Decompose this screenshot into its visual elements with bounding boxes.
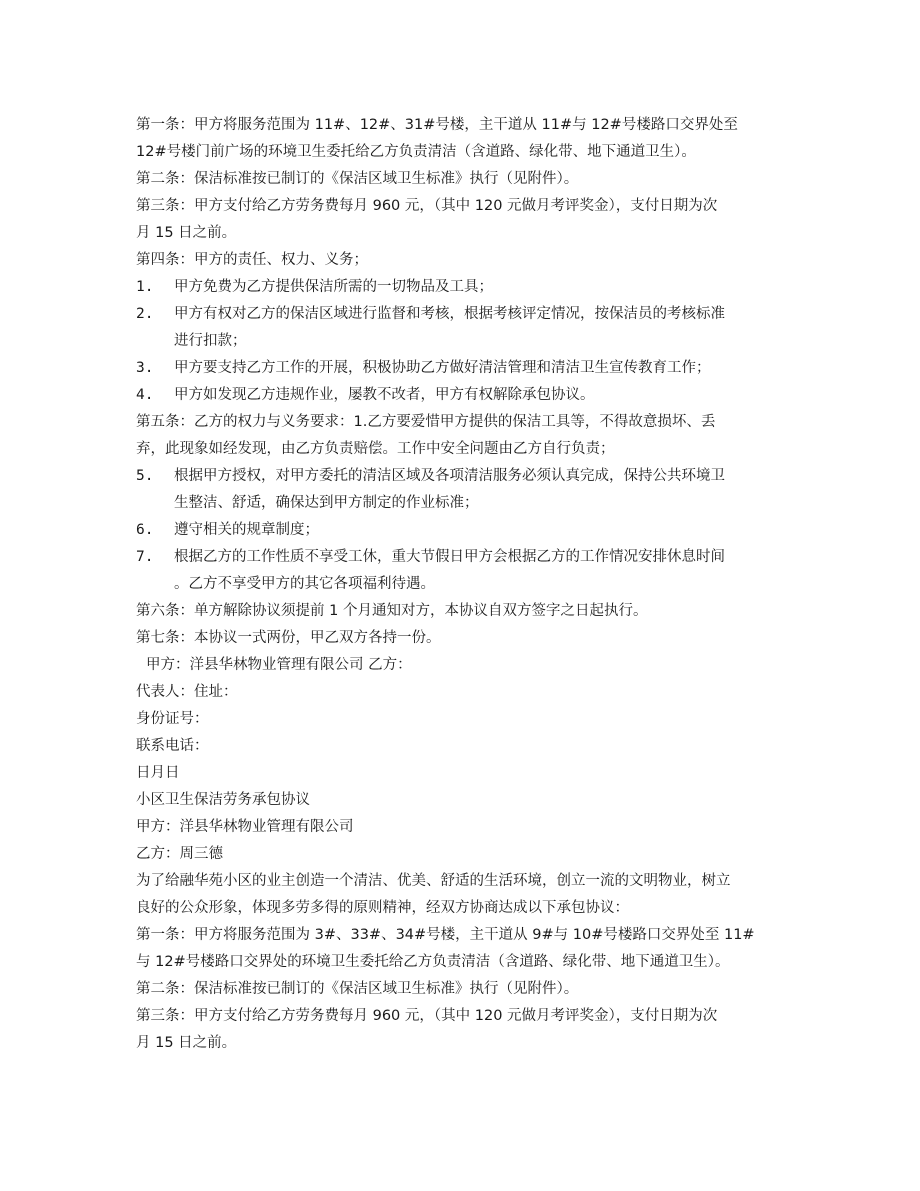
item-text: 根据甲方授权，对甲方委托的清洁区域及各项清洁服务必须认真完成，保持公共环境卫 xyxy=(174,468,725,484)
text-line: 第四条：甲方的责任、权力、义务； xyxy=(136,252,368,268)
item-number: 7. xyxy=(136,549,154,565)
item-text: 甲方要支持乙方工作的开展，积极协助乙方做好清洁管理和清洁卫生宣传教育工作； xyxy=(174,360,711,376)
item-number: 3. xyxy=(136,360,154,376)
text-line: 乙方：周三德 xyxy=(136,846,223,862)
text-line: 第三条：甲方支付给乙方劳务费每月 960 元，（其中 120 元做月考评奖金），支付日期为次 xyxy=(136,198,718,214)
text-line: 月 15 日之前。 xyxy=(136,1035,237,1051)
text-line: 月 15 日之前。 xyxy=(136,225,237,241)
text-line: 日月日 xyxy=(136,765,180,781)
text-line: 第七条：本协议一式两份，甲乙双方各持一份。 xyxy=(136,630,441,646)
numbered-item xyxy=(136,274,786,301)
text-line: 第一条：甲方将服务范围为 11#、12#、31#号楼，主干道从 11#与 12#号楼路口交界处至 xyxy=(136,117,738,133)
text-line: 良好的公众形象，体现多劳多得的原则精神，经双方协商达成以下承包协议： xyxy=(136,900,629,916)
continuation-line: 生整洁、舒适，确保达到甲方制定的作业标准； xyxy=(174,495,479,511)
item-number: 4. xyxy=(136,387,154,403)
text-line: 第二条：保洁标准按已制订的《保洁区域卫生标准》执行（见附件）。 xyxy=(136,981,579,997)
text-line: 第二条：保洁标准按已制订的《保洁区域卫生标准》执行（见附件）。 xyxy=(136,171,579,187)
text-line: 第五条：乙方的权力与义务要求：1.乙方要爱惜甲方提供的保洁工具等，不得故意损坏、丢 xyxy=(136,414,716,430)
item-text: 遵守相关的规章制度； xyxy=(174,522,319,538)
numbered-item xyxy=(136,301,786,328)
item-number: 1. xyxy=(136,279,154,295)
item-text: 甲方如发现乙方违规作业，屡教不改者，甲方有权解除承包协议。 xyxy=(174,387,595,403)
text-line: 第三条：甲方支付给乙方劳务费每月 960 元，（其中 120 元做月考评奖金），支付日期为次 xyxy=(136,1008,718,1024)
item-text: 甲方有权对乙方的保洁区域进行监督和考核，根据考核评定情况，按保洁员的考核标准 xyxy=(174,306,725,322)
numbered-item xyxy=(136,544,786,571)
item-number: 2. xyxy=(136,306,154,322)
numbered-item xyxy=(136,517,786,544)
text-line: 联系电话： xyxy=(136,738,209,754)
text-line: 为了给融华苑小区的业主创造一个清洁、优美、舒适的生活环境，创立一流的文明物业，树立 xyxy=(136,873,731,889)
numbered-item xyxy=(136,382,786,409)
document-body xyxy=(136,112,786,1057)
text-line: 与 12#号楼路口交界处的环境卫生委托给乙方负责清洁（含道路、绿化带、地下通道卫生）。 xyxy=(136,954,730,970)
numbered-item xyxy=(136,355,786,382)
continuation-line: 。乙方不享受甲方的其它各项福利待遇。 xyxy=(174,576,435,592)
item-number: 5. xyxy=(136,468,154,484)
text-line: 代表人：住址： xyxy=(136,684,238,700)
text-line: 甲方：洋县华林物业管理有限公司 xyxy=(136,819,354,835)
text-line: 第六条：单方解除协议须提前 1 个月通知对方，本协议自双方签字之日起执行。 xyxy=(136,603,648,619)
text-line: 弃，此现象如经发现，由乙方负责赔偿。工作中安全问题由乙方自行负责； xyxy=(136,441,615,457)
numbered-item xyxy=(136,463,786,490)
text-line: 身份证号： xyxy=(136,711,209,727)
text-line: 小区卫生保洁劳务承包协议 xyxy=(136,792,310,808)
item-text: 甲方免费为乙方提供保洁所需的一切物品及工具； xyxy=(174,279,493,295)
item-number: 6. xyxy=(136,522,154,538)
signature-line: 甲方：洋县华林物业管理有限公司 乙方： xyxy=(146,657,412,673)
continuation-line: 进行扣款； xyxy=(174,333,247,349)
text-line: 12#号楼门前广场的环境卫生委托给乙方负责清洁（含道路、绿化带、地下通道卫生）。 xyxy=(136,144,696,160)
item-text: 根据乙方的工作性质不享受工休，重大节假日甲方会根据乙方的工作情况安排休息时间 xyxy=(174,549,725,565)
text-line: 第一条：甲方将服务范围为 3#、33#、34#号楼，主干道从 9#与 10#号楼路口交界处至 11# xyxy=(136,927,755,943)
